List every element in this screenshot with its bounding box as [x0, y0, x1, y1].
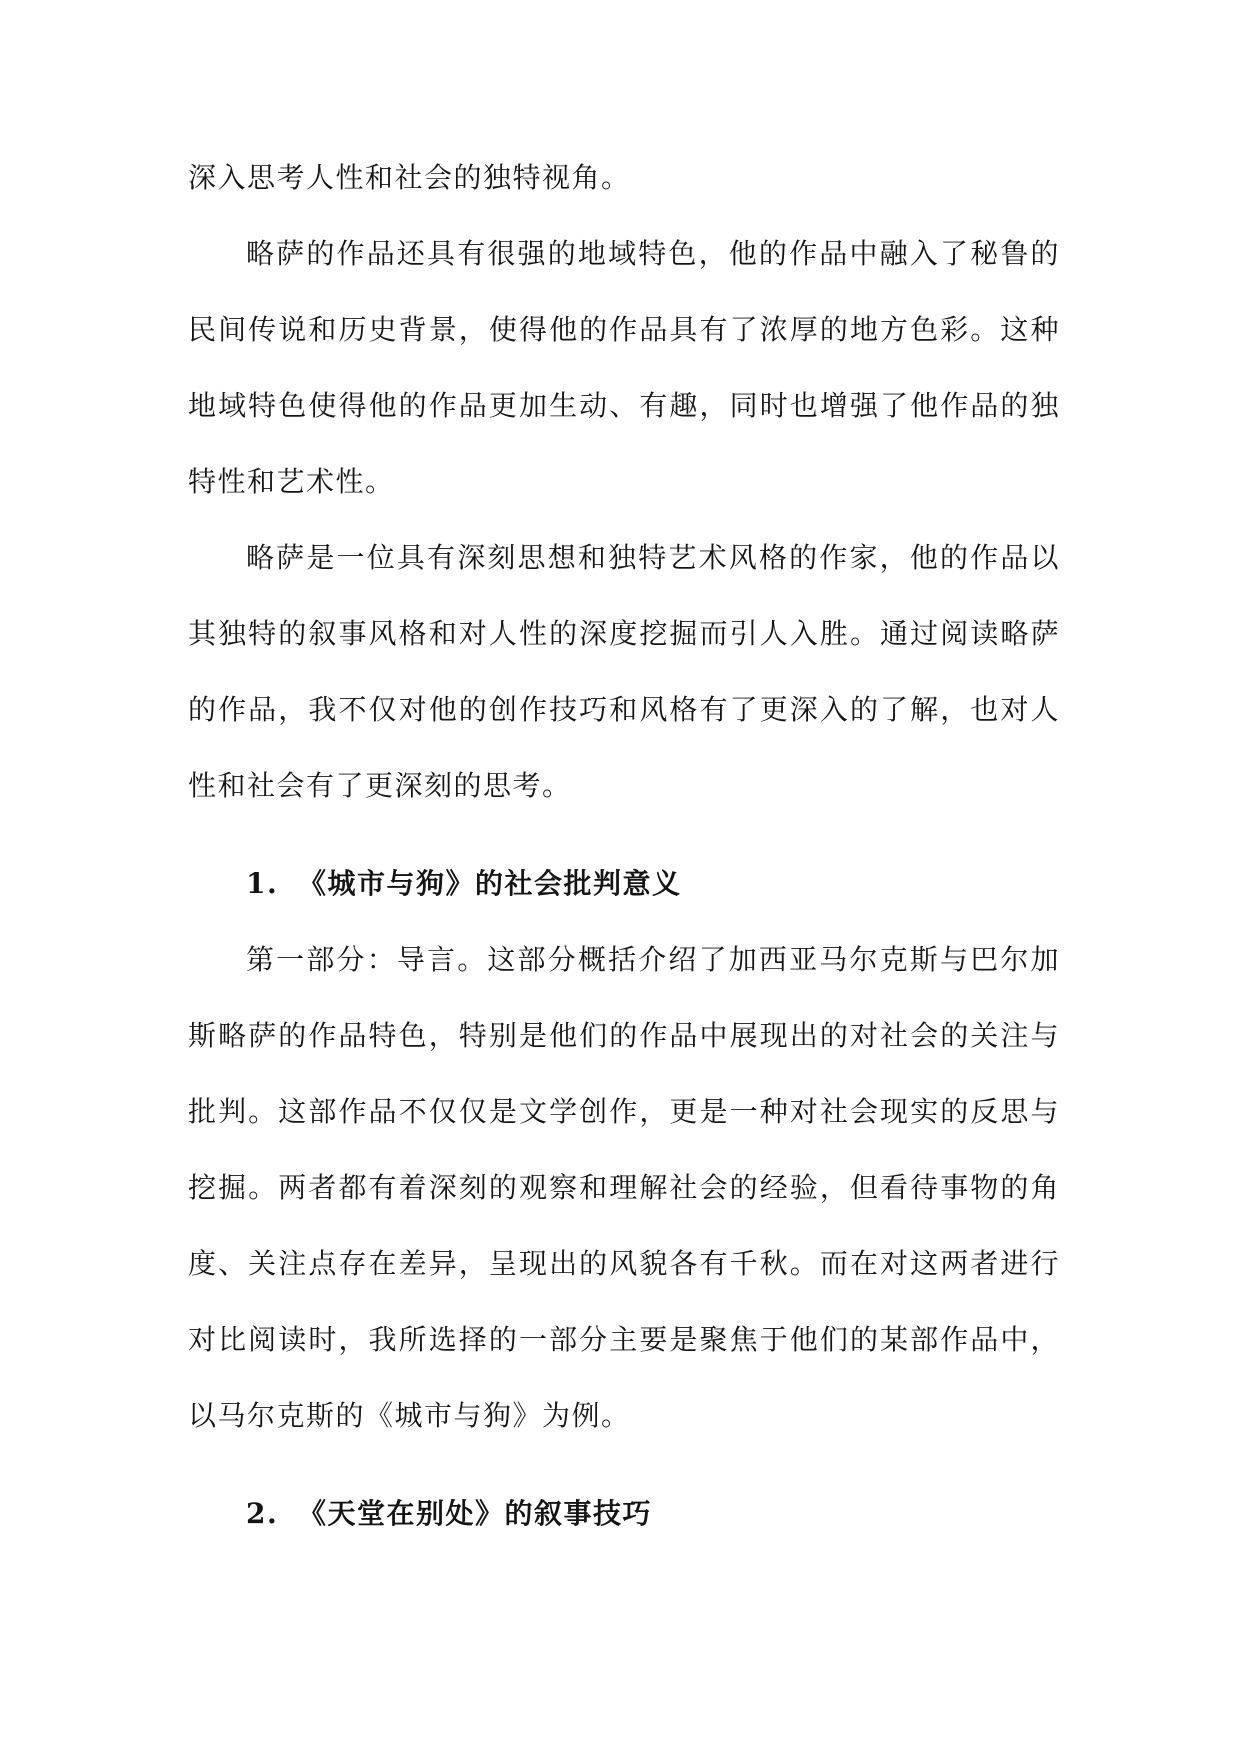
section-number-2: 2.	[246, 1497, 279, 1530]
section-title-1: 《城市与狗》的社会批判意义	[298, 867, 682, 900]
section-heading-1	[188, 846, 1060, 922]
paragraph-summary: 略萨是一位具有深刻思想和独特艺术风格的作家，他的作品以其独特的叙事风格和对人性的深度挖掘而引人入胜。通过阅读略萨的作品，我不仅对他的创作技巧和风格有了更深入的了解，也对人性和社会有了更深刻的思考。	[188, 541, 1060, 802]
section-gap	[188, 824, 1060, 846]
paragraph-regional-features: 略萨的作品还具有很强的地域特色，他的作品中融入了秘鲁的民间传说和历史背景，使得他的作品具有了浓厚的地方色彩。这种地域特色使得他的作品更加生动、有趣，同时也增强了他作品的独特性和艺术性。	[188, 237, 1060, 498]
section-1-body: 第一部分：导言。这部分概括介绍了加西亚马尔克斯与巴尔加斯略萨的作品特色，特别是他们的作品中展现出的对社会的关注与批判。这部作品不仅仅是文学创作，更是一种对社会现实的反思与挖掘。两者都有着深刻的观察和理解社会的经验，但看待事物的角度、关注点存在差异，呈现出的风貌各有千秋。而在对这两者进行对比阅读时，我所选择的一部分主要是聚焦于他们的某部作品中，以马尔克斯的《城市与狗》为例。	[188, 943, 1060, 1432]
section-title-2: 《天堂在别处》的叙事技巧	[298, 1497, 653, 1530]
section-number-1: 1.	[246, 867, 279, 900]
section-gap	[188, 1454, 1060, 1476]
document-body	[188, 140, 1060, 1552]
paragraph-continuation: 深入思考人性和社会的独特视角。	[188, 161, 631, 194]
section-heading-2	[188, 1476, 1060, 1552]
